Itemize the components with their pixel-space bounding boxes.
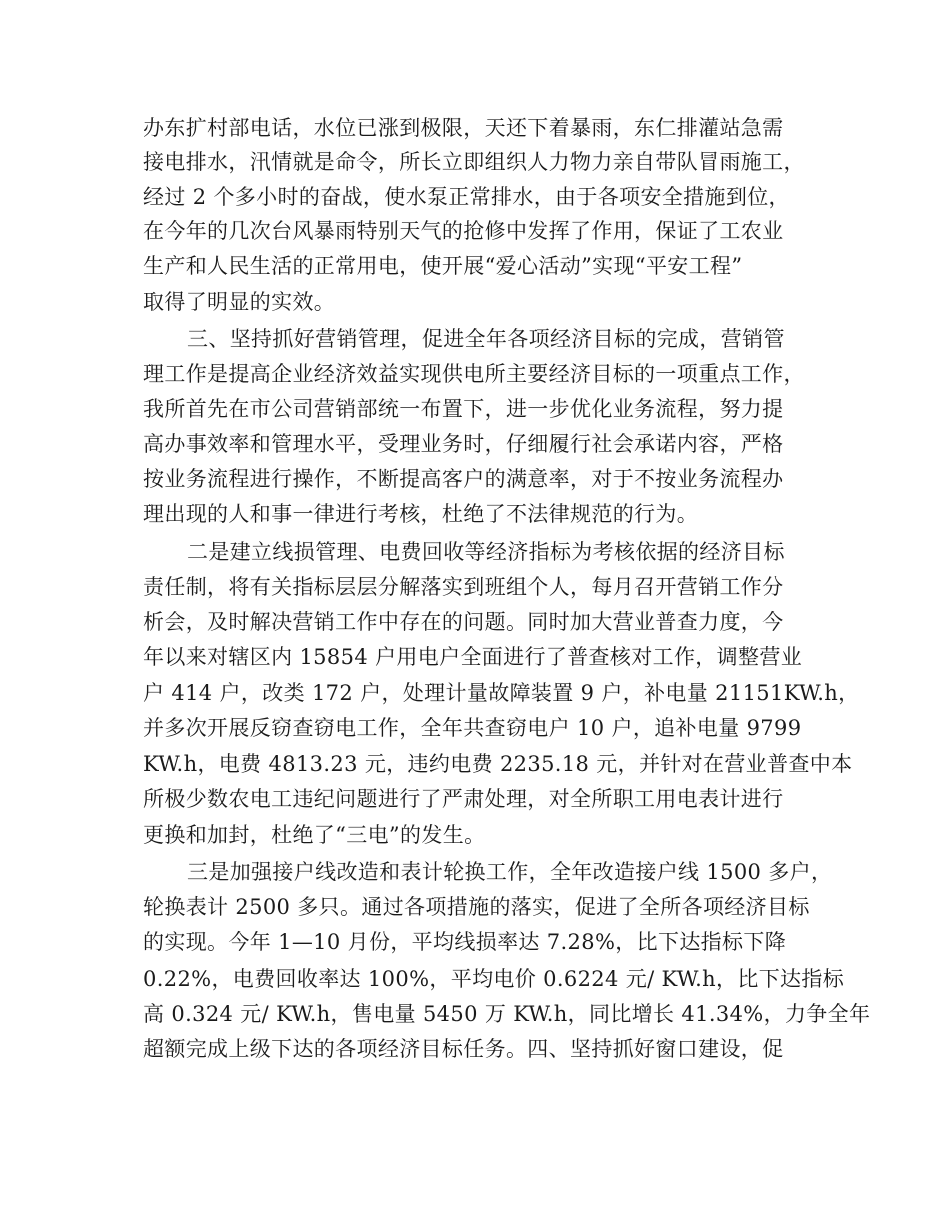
text-line: 生产和人民生活的正常用电，使开展“爱心活动”实现“平安工程” <box>143 254 743 278</box>
text-line: 理工作是提高企业经济效益实现供电所主要经济目标的一项重点工作， <box>143 362 805 386</box>
text-line: 的实现。今年 1—10 月份，平均线损率达 7.28%，比下达指标下降 <box>143 930 787 954</box>
paragraph-first-line: 二是建立线损管理、电费回收等经济指标为考核依据的经济目标 <box>187 540 785 564</box>
text-line: 年以来对辖区内 15854 户用电户全面进行了普查核对工作，调整营业 <box>143 645 803 669</box>
text-line: 接电排水，汛情就是命令，所长立即组织人力物力亲自带队冒雨施工， <box>143 150 805 174</box>
text-line: 轮换表计 2500 多只。通过各项措施的落实，促进了全所各项经济目标 <box>143 895 810 919</box>
text-line: 超额完成上级下达的各项经济目标任务。四、坚持抓好窗口建设，促 <box>143 1037 784 1061</box>
text-line: 在今年的几次台风暴雨特别天气的抢修中发挥了作用，保证了工农业 <box>143 219 784 243</box>
text-line: 责任制，将有关指标层层分解落实到班组个人，每月召开营销工作分 <box>143 575 784 599</box>
paragraph-first-line: 三、坚持抓好营销管理，促进全年各项经济目标的完成，营销管 <box>187 327 785 351</box>
text-line: 我所首先在市公司营销部统一布置下，进一步优化业务流程，努力提 <box>143 397 784 421</box>
text-line: 0.22%，电费回收率达 100%，平均电价 0.6224 元/ KW.h，比下达指标 <box>143 967 845 991</box>
text-line: KW.h，电费 4813.23 元，违约电费 2235.18 元，并针对在营业普查中本 <box>143 752 853 776</box>
text-line: 户 414 户，改类 172 户，处理计量故障装置 9 户，补电量 21151KW.h， <box>143 681 860 705</box>
text-line: 更换和加封，杜绝了“三电”的发生。 <box>143 823 486 847</box>
text-line: 高 0.324 元/ KW.h，售电量 5450 万 KW.h，同比增长 41.34%，力争全年 <box>143 1002 871 1026</box>
paragraph-first-line: 三是加强接户线改造和表计轮换工作，全年改造接户线 1500 多户， <box>187 860 833 884</box>
text-line: 理出现的人和事一律进行考核，杜绝了不法律规范的行为。 <box>143 502 699 526</box>
text-line: 并多次开展反窃查窃电工作，全年共查窃电户 10 户，追补电量 9799 <box>143 716 802 740</box>
text-line: 按业务流程进行操作，不断提高客户的满意率，对于不按业务流程办 <box>143 467 784 491</box>
text-line: 经过 2 个多小时的奋战，使水泵正常排水，由于各项安全措施到位， <box>143 185 790 209</box>
text-line: 取得了明显的实效。 <box>143 290 336 314</box>
text-line: 高办事效率和管理水平，受理业务时，仔细履行社会承诺内容，严格 <box>143 432 784 456</box>
text-line: 析会，及时解决营销工作中存在的问题。同时加大营业普查力度，今 <box>143 610 784 634</box>
text-line: 所极少数农电工违纪问题进行了严肃处理，对全所职工用电表计进行 <box>143 787 784 811</box>
text-line: 办东扩村部电话，水位已涨到极限，天还下着暴雨，东仁排灌站急需 <box>143 116 784 140</box>
